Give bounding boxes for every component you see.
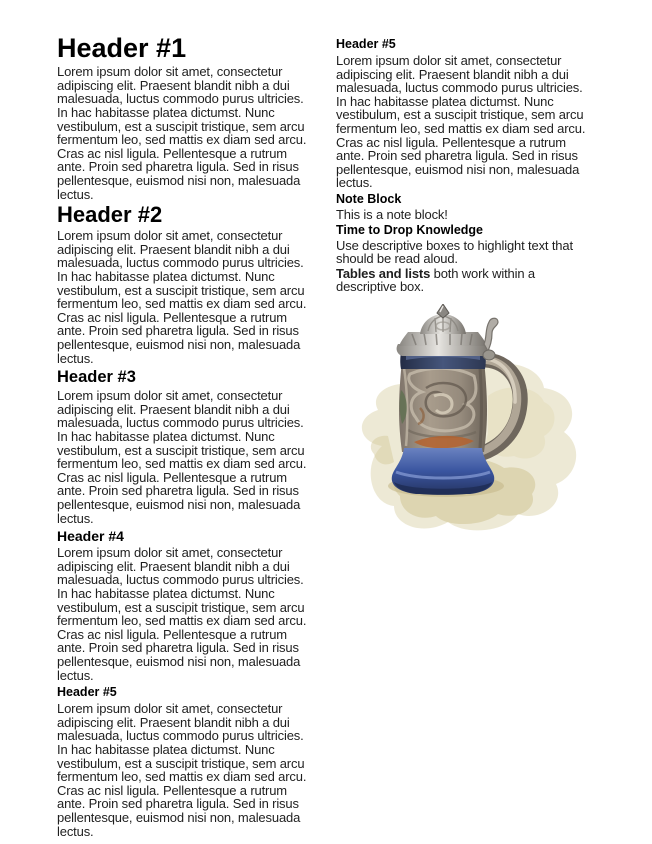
tables-lists-text	[336, 267, 592, 294]
right-column	[336, 34, 592, 840]
beer-stein-illustration	[338, 304, 588, 539]
stein-body	[399, 360, 487, 452]
section-paragraph: Lorem ipsum dolor sit amet, consectetur adipiscing elit. Praesent blandit nibh a dui malesuada, luctus commodo purus ultricies. In hac habitasse platea dictumst. Nunc vestibulum, est a suscipit tristique, sem arcu fermentum leo, sed mattis ex diam sed arcu. Cras ac nisl ligula. Pellentesque a rutrum ante. Proin sed pharetra ligula. Sed in risus pellentesque, euismod nisi non, malesuada lectus.	[57, 388, 307, 526]
section-paragraph: Lorem ipsum dolor sit amet, consectetur adipiscing elit. Praesent blandit nibh a dui malesuada, luctus commodo purus ultricies. In hac habitasse platea dictumst. Nunc vestibulum, est a suscipit tristique, sem arcu fermentum leo, sed mattis ex diam sed arcu. Cras ac nisl ligula. Pellentesque a rutrum ante. Proin sed pharetra ligula. Sed in risus pellentesque, euismod nisi non, malesuada lectus.	[57, 64, 307, 202]
section-paragraph: Lorem ipsum dolor sit amet, consectetur adipiscing elit. Praesent blandit nibh a dui malesuada, luctus commodo purus ultricies. In hac habitasse platea dictumst. Nunc vestibulum, est a suscipit tristique, sem arcu fermentum leo, sed mattis ex diam sed arcu. Cras ac nisl ligula. Pellentesque a rutrum ante. Proin sed pharetra ligula. Sed in risus pellentesque, euismod nisi non, malesuada lectus.	[57, 701, 307, 839]
section-heading-4: Header #4	[57, 528, 124, 545]
left-column	[57, 34, 313, 840]
section-heading-3: Header #3	[57, 368, 136, 387]
section-heading-5: Header #5	[57, 685, 117, 700]
stein-base	[392, 448, 495, 495]
note-block-text: This is a note block!	[336, 206, 448, 222]
section-heading-1: Header #1	[57, 33, 187, 63]
knowledge-text: Use descriptive boxes to highlight text that should be read aloud.	[336, 237, 573, 267]
lid-thumb-lever	[483, 318, 498, 360]
tables-lists-rest: both work within a descriptive box.	[336, 265, 535, 295]
stein-lid	[397, 304, 490, 356]
section-heading-5-right: Header #5	[336, 37, 396, 51]
beer-stein-svg	[338, 304, 588, 539]
section-paragraph: Lorem ipsum dolor sit amet, consectetur adipiscing elit. Praesent blandit nibh a dui malesuada, luctus commodo purus ultricies. In hac habitasse platea dictumst. Nunc vestibulum, est a suscipit tristique, sem arcu fermentum leo, sed mattis ex diam sed arcu. Cras ac nisl ligula. Pellentesque a rutrum ante. Proin sed pharetra ligula. Sed in risus pellentesque, euismod nisi non, malesuada lectus.	[57, 228, 307, 366]
section-paragraph: Lorem ipsum dolor sit amet, consectetur adipiscing elit. Praesent blandit nibh a dui malesuada, luctus commodo purus ultricies. In hac habitasse platea dictumst. Nunc vestibulum, est a suscipit tristique, sem arcu fermentum leo, sed mattis ex diam sed arcu. Cras ac nisl ligula. Pellentesque a rutrum ante. Proin sed pharetra ligula. Sed in risus pellentesque, euismod nisi non, malesuada lectus.	[57, 545, 307, 683]
knowledge-heading: Time to Drop Knowledge	[336, 222, 483, 237]
note-block-heading: Note Block	[336, 191, 402, 206]
section-heading-2: Header #2	[57, 202, 163, 228]
tables-lists-bold: Tables and lists	[336, 265, 431, 281]
section-paragraph: Lorem ipsum dolor sit amet, consectetur adipiscing elit. Praesent blandit nibh a dui malesuada, luctus commodo purus ultricies. In hac habitasse platea dictumst. Nunc vestibulum, est a suscipit tristique, sem arcu fermentum leo, sed mattis ex diam sed arcu. Cras ac nisl ligula. Pellentesque a rutrum ante. Proin sed pharetra ligula. Sed in risus pellentesque, euismod nisi non, malesuada lectus.	[336, 53, 586, 191]
